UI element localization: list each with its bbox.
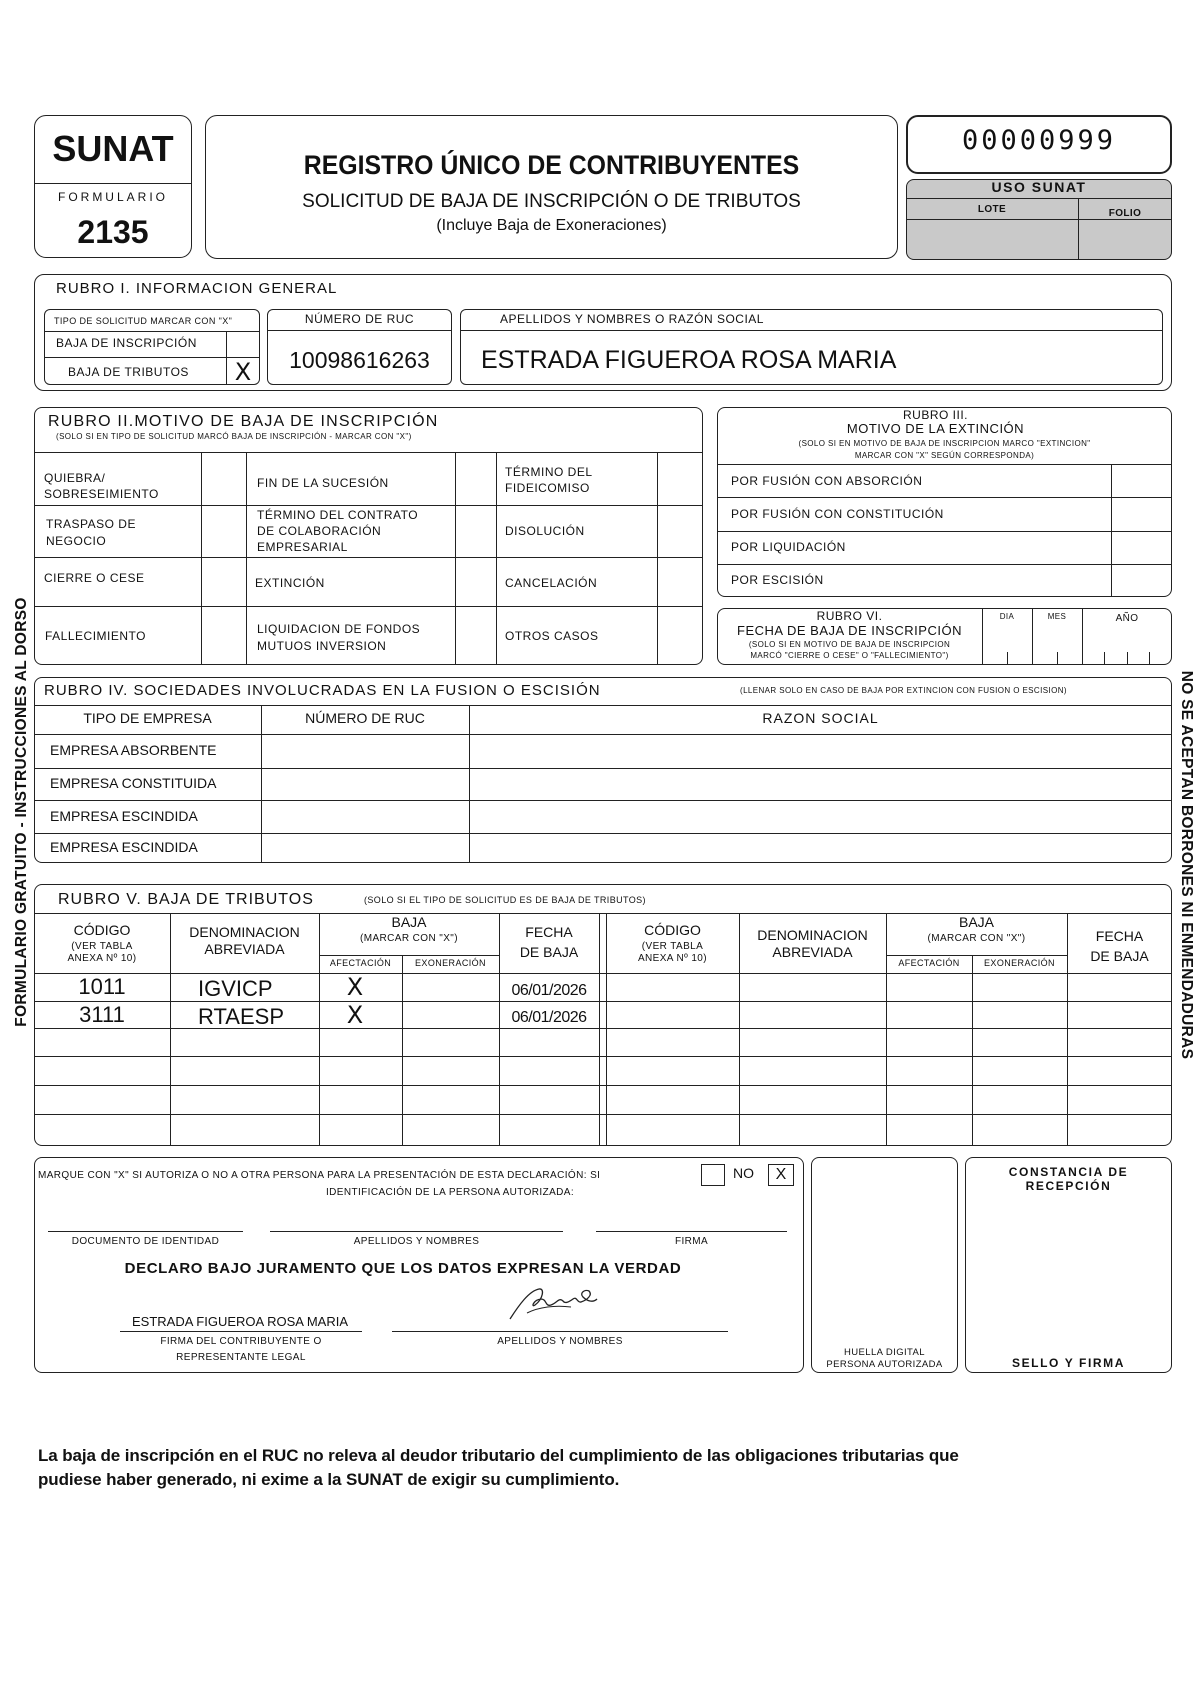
baja-tributos-option: BAJA DE TRIBUTOS — [68, 365, 189, 379]
rubro5-title: RUBRO V. BAJA DE TRIBUTOS — [58, 891, 314, 908]
ruc-label: NÚMERO DE RUC — [304, 312, 415, 326]
option-traspaso-1: TRASPASO DE — [46, 517, 136, 531]
table-row-label: EMPRESA ESCINDIDA — [50, 808, 198, 824]
rubro4-header-razon: RAZON SOCIAL — [762, 710, 879, 726]
extincion-option-2: POR FUSIÓN CON CONSTITUCIÓN — [731, 507, 944, 521]
option-cierre: CIERRE O CESE — [44, 571, 145, 585]
documento-label: DOCUMENTO DE IDENTIDAD — [71, 1236, 220, 1247]
option-extincion: EXTINCIÓN — [255, 576, 325, 590]
constancia-label-1: CONSTANCIA DE — [1008, 1165, 1129, 1179]
table-row-label: EMPRESA ESCINDIDA — [50, 839, 198, 855]
codigo-header-right: CÓDIGO — [644, 922, 701, 938]
baja-header-right: BAJA — [958, 914, 994, 930]
folio-label: FOLIO — [1108, 208, 1142, 219]
tributo-fecha[interactable]: 06/01/2026 — [511, 1009, 587, 1026]
fecha-header-right-1: FECHA — [1095, 928, 1144, 944]
signer-name: ESTRADA FIGUEROA ROSA MARIA — [132, 1314, 348, 1329]
extincion-option-1: POR FUSIÓN CON ABSORCIÓN — [731, 474, 923, 488]
tributo-denominacion[interactable]: IGVICP — [198, 976, 273, 1001]
fecha-header-2: DE BAJA — [519, 944, 579, 960]
option-fideicomiso-1: TÉRMINO DEL — [505, 465, 593, 479]
rubro6-note-2: MARCÓ "CIERRE O CESE" O "FALLECIMIENTO") — [750, 651, 949, 660]
serial-number: 00000999 — [961, 125, 1117, 156]
option-contrato-1: TÉRMINO DEL CONTRATO — [257, 508, 419, 522]
rubro4-header-ruc: NÚMERO DE RUC — [305, 710, 425, 726]
afectacion-header-right: AFECTACIÓN — [898, 958, 960, 968]
authorize-yes-checkbox[interactable] — [701, 1164, 725, 1186]
title-box — [205, 115, 898, 259]
exoneracion-header-right: EXONERACIÓN — [984, 958, 1055, 968]
rubro6-title: RUBRO VI. — [816, 609, 883, 623]
firma-contribuyente-2: REPRESENTANTE LEGAL — [176, 1352, 306, 1363]
rubro6-subtitle: FECHA DE BAJA DE INSCRIPCIÓN — [737, 623, 962, 638]
mes-label: MES — [1047, 612, 1067, 621]
rubro3-note-1: (SOLO SI EN MOTIVO DE BAJA DE INSCRIPCION MARCO "EXTINCION" — [798, 439, 1091, 448]
apellidos-label-2: APELLIDOS Y NOMBRES — [497, 1336, 623, 1347]
page-subtitle: SOLICITUD DE BAJA DE INSCRIPCIÓN O DE TRIBUTOS — [302, 191, 801, 212]
form-number: 2135 — [77, 214, 149, 250]
baja-header: BAJA — [391, 914, 427, 930]
name-value[interactable]: ESTRADA FIGUEROA ROSA MARIA — [481, 346, 897, 374]
table-row-label: EMPRESA CONSTITUIDA — [50, 775, 217, 791]
option-contrato-3: EMPRESARIAL — [257, 540, 348, 554]
rubro3-subtitle: MOTIVO DE LA EXTINCIÓN — [846, 421, 1025, 436]
codigo-note-right-1: (VER TABLA — [641, 941, 704, 952]
firma-contribuyente-1: FIRMA DEL CONTRIBUYENTE O — [160, 1336, 322, 1347]
option-traspaso-2: NEGOCIO — [46, 534, 107, 548]
baja-note: (MARCAR CON "X") — [360, 933, 458, 944]
option-cancelacion: CANCELACIÓN — [505, 576, 598, 590]
option-disolucion: DISOLUCIÓN — [505, 524, 585, 538]
denominacion-header-2: ABREVIADA — [204, 941, 285, 957]
option-quiebra-2: SOBRESEIMIENTO — [44, 487, 159, 501]
denominacion-header-1: DENOMINACION — [189, 924, 300, 940]
baja-tributos-checkbox[interactable]: X — [234, 358, 252, 386]
disclaimer-line-1: La baja de inscripción en el RUC no releva al deudor tributario del cumplimiento de las obligaciones tributarias que — [38, 1446, 959, 1465]
option-liquidacion-2: MUTUOS INVERSION — [257, 639, 387, 653]
tributo-denominacion[interactable]: RTAESP — [198, 1004, 284, 1029]
denominacion-header-right-2: ABREVIADA — [772, 944, 853, 960]
rubro2-title: RUBRO II.MOTIVO DE BAJA DE INSCRIPCIÓN — [48, 413, 439, 430]
lote-label: LOTE — [977, 204, 1007, 215]
codigo-note-1: (VER TABLA — [71, 941, 133, 952]
formulario-label: FORMULARIO — [57, 190, 168, 204]
constancia-label-2: RECEPCIÓN — [1025, 1179, 1112, 1193]
codigo-header: CÓDIGO — [73, 922, 131, 938]
huella-label-1: HUELLA DIGITAL — [844, 1347, 925, 1358]
rubro4-header-tipo: TIPO DE EMPRESA — [83, 710, 212, 726]
rubro6-note-1: (SOLO SI EN MOTIVO DE BAJA DE INSCRIPCION — [748, 640, 951, 649]
anio-label: AÑO — [1115, 613, 1139, 624]
name-label: APELLIDOS Y NOMBRES O RAZÓN SOCIAL — [500, 312, 764, 326]
firma-label: FIRMA — [674, 1236, 709, 1247]
page-title: REGISTRO ÚNICO DE CONTRIBUYENTES — [303, 150, 800, 180]
option-contrato-2: DE COLABORACIÓN — [257, 524, 382, 538]
baja-note-right: (MARCAR CON "X") — [927, 933, 1026, 944]
uso-sunat-label: USO SUNAT — [991, 179, 1087, 195]
extincion-option-4: POR ESCISIÓN — [731, 573, 824, 587]
option-fideicomiso-2: FIDEICOMISO — [505, 481, 590, 495]
denominacion-header-right-1: DENOMINACION — [757, 927, 868, 943]
tributo-codigo[interactable]: 3111 — [79, 1002, 125, 1027]
baja-inscripcion-option: BAJA DE INSCRIPCIÓN — [56, 336, 197, 350]
fecha-header-1: FECHA — [525, 924, 573, 940]
left-side-note: FORMULARIO GRATUITO - INSTRUCCIONES AL DORSO — [13, 597, 30, 1027]
identificacion-label: IDENTIFICACIÓN DE LA PERSONA AUTORIZADA: — [325, 1187, 575, 1198]
dia-label: DIA — [999, 612, 1015, 621]
huella-label-2: PERSONA AUTORIZADA — [826, 1359, 943, 1370]
option-otros: OTROS CASOS — [505, 629, 599, 643]
tributo-codigo[interactable]: 1011 — [78, 974, 126, 999]
right-side-note: NO SE ACEPTAN BORRONES NI ENMENDADURAS — [1178, 670, 1195, 1060]
signature-image — [505, 1283, 600, 1325]
rubro3-note-2: MARCAR CON "X" SEGÚN CORRESPONDA) — [854, 451, 1035, 460]
rubro1-title: RUBRO I. INFORMACION GENERAL — [56, 280, 338, 297]
declaration-statement: DECLARO BAJO JURAMENTO QUE LOS DATOS EXPRESAN LA VERDAD — [124, 1260, 682, 1277]
brand-logo: SUNAT — [52, 128, 174, 169]
codigo-note-2: ANEXA Nº 10) — [67, 953, 137, 964]
disclaimer-line-2: pudiese haber generado, ni exime a la SUNAT de exigir su cumplimiento. — [38, 1470, 620, 1489]
authorize-no-mark: X — [775, 1166, 787, 1183]
afectacion-header: AFECTACIÓN — [329, 958, 392, 968]
ruc-value[interactable]: 10098616263 — [289, 347, 430, 373]
rubro4-title: RUBRO IV. SOCIEDADES INVOLUCRADAS EN LA FUSION O ESCISIÓN — [44, 682, 601, 699]
exoneracion-header: EXONERACIÓN — [415, 958, 486, 968]
apellidos-label: APELLIDOS Y NOMBRES — [353, 1236, 480, 1247]
rubro2-note: (SOLO SI EN TIPO DE SOLICITUD MARCÓ BAJA DE INSCRIPCIÓN - MARCAR CON "X") — [56, 432, 412, 441]
table-row-label: EMPRESA ABSORBENTE — [50, 742, 217, 758]
option-quiebra-1: QUIEBRA/ — [44, 471, 106, 485]
tributo-fecha[interactable]: 06/01/2026 — [511, 982, 587, 999]
tributo-afectacion-mark[interactable]: X — [346, 973, 364, 1001]
rubro3-title: RUBRO III. — [902, 408, 968, 422]
tributo-afectacion-mark[interactable]: X — [346, 1001, 364, 1029]
extincion-option-3: POR LIQUIDACIÓN — [731, 540, 846, 554]
option-liquidacion-1: LIQUIDACION DE FONDOS — [257, 622, 421, 636]
page-subtitle-2: (Incluye Baja de Exoneraciones) — [436, 217, 667, 234]
rubro5-note: (SOLO SI EL TIPO DE SOLICITUD ES DE BAJA DE TRIBUTOS) — [364, 895, 646, 905]
fecha-header-right-2: DE BAJA — [1090, 948, 1149, 964]
huella-box — [811, 1157, 958, 1373]
option-fin-sucesion: FIN DE LA SUCESIÓN — [257, 476, 389, 490]
tipo-solicitud-label: TIPO DE SOLICITUD MARCAR CON "X" — [54, 316, 233, 326]
sello-firma-label: SELLO Y FIRMA — [1011, 1356, 1126, 1370]
codigo-note-right-2: ANEXA Nº 10) — [637, 953, 708, 964]
option-fallecimiento: FALLECIMIENTO — [45, 629, 146, 643]
authorize-no-label: NO — [733, 1165, 754, 1181]
authorize-question: MARQUE CON "X" SI AUTORIZA O NO A OTRA PERSONA PARA LA PRESENTACIÓN DE ESTA DECLARACIÓN: SI — [38, 1170, 601, 1181]
rubro4-note: (LLENAR SOLO EN CASO DE BAJA POR EXTINCION CON FUSION O ESCISION) — [740, 686, 1067, 695]
